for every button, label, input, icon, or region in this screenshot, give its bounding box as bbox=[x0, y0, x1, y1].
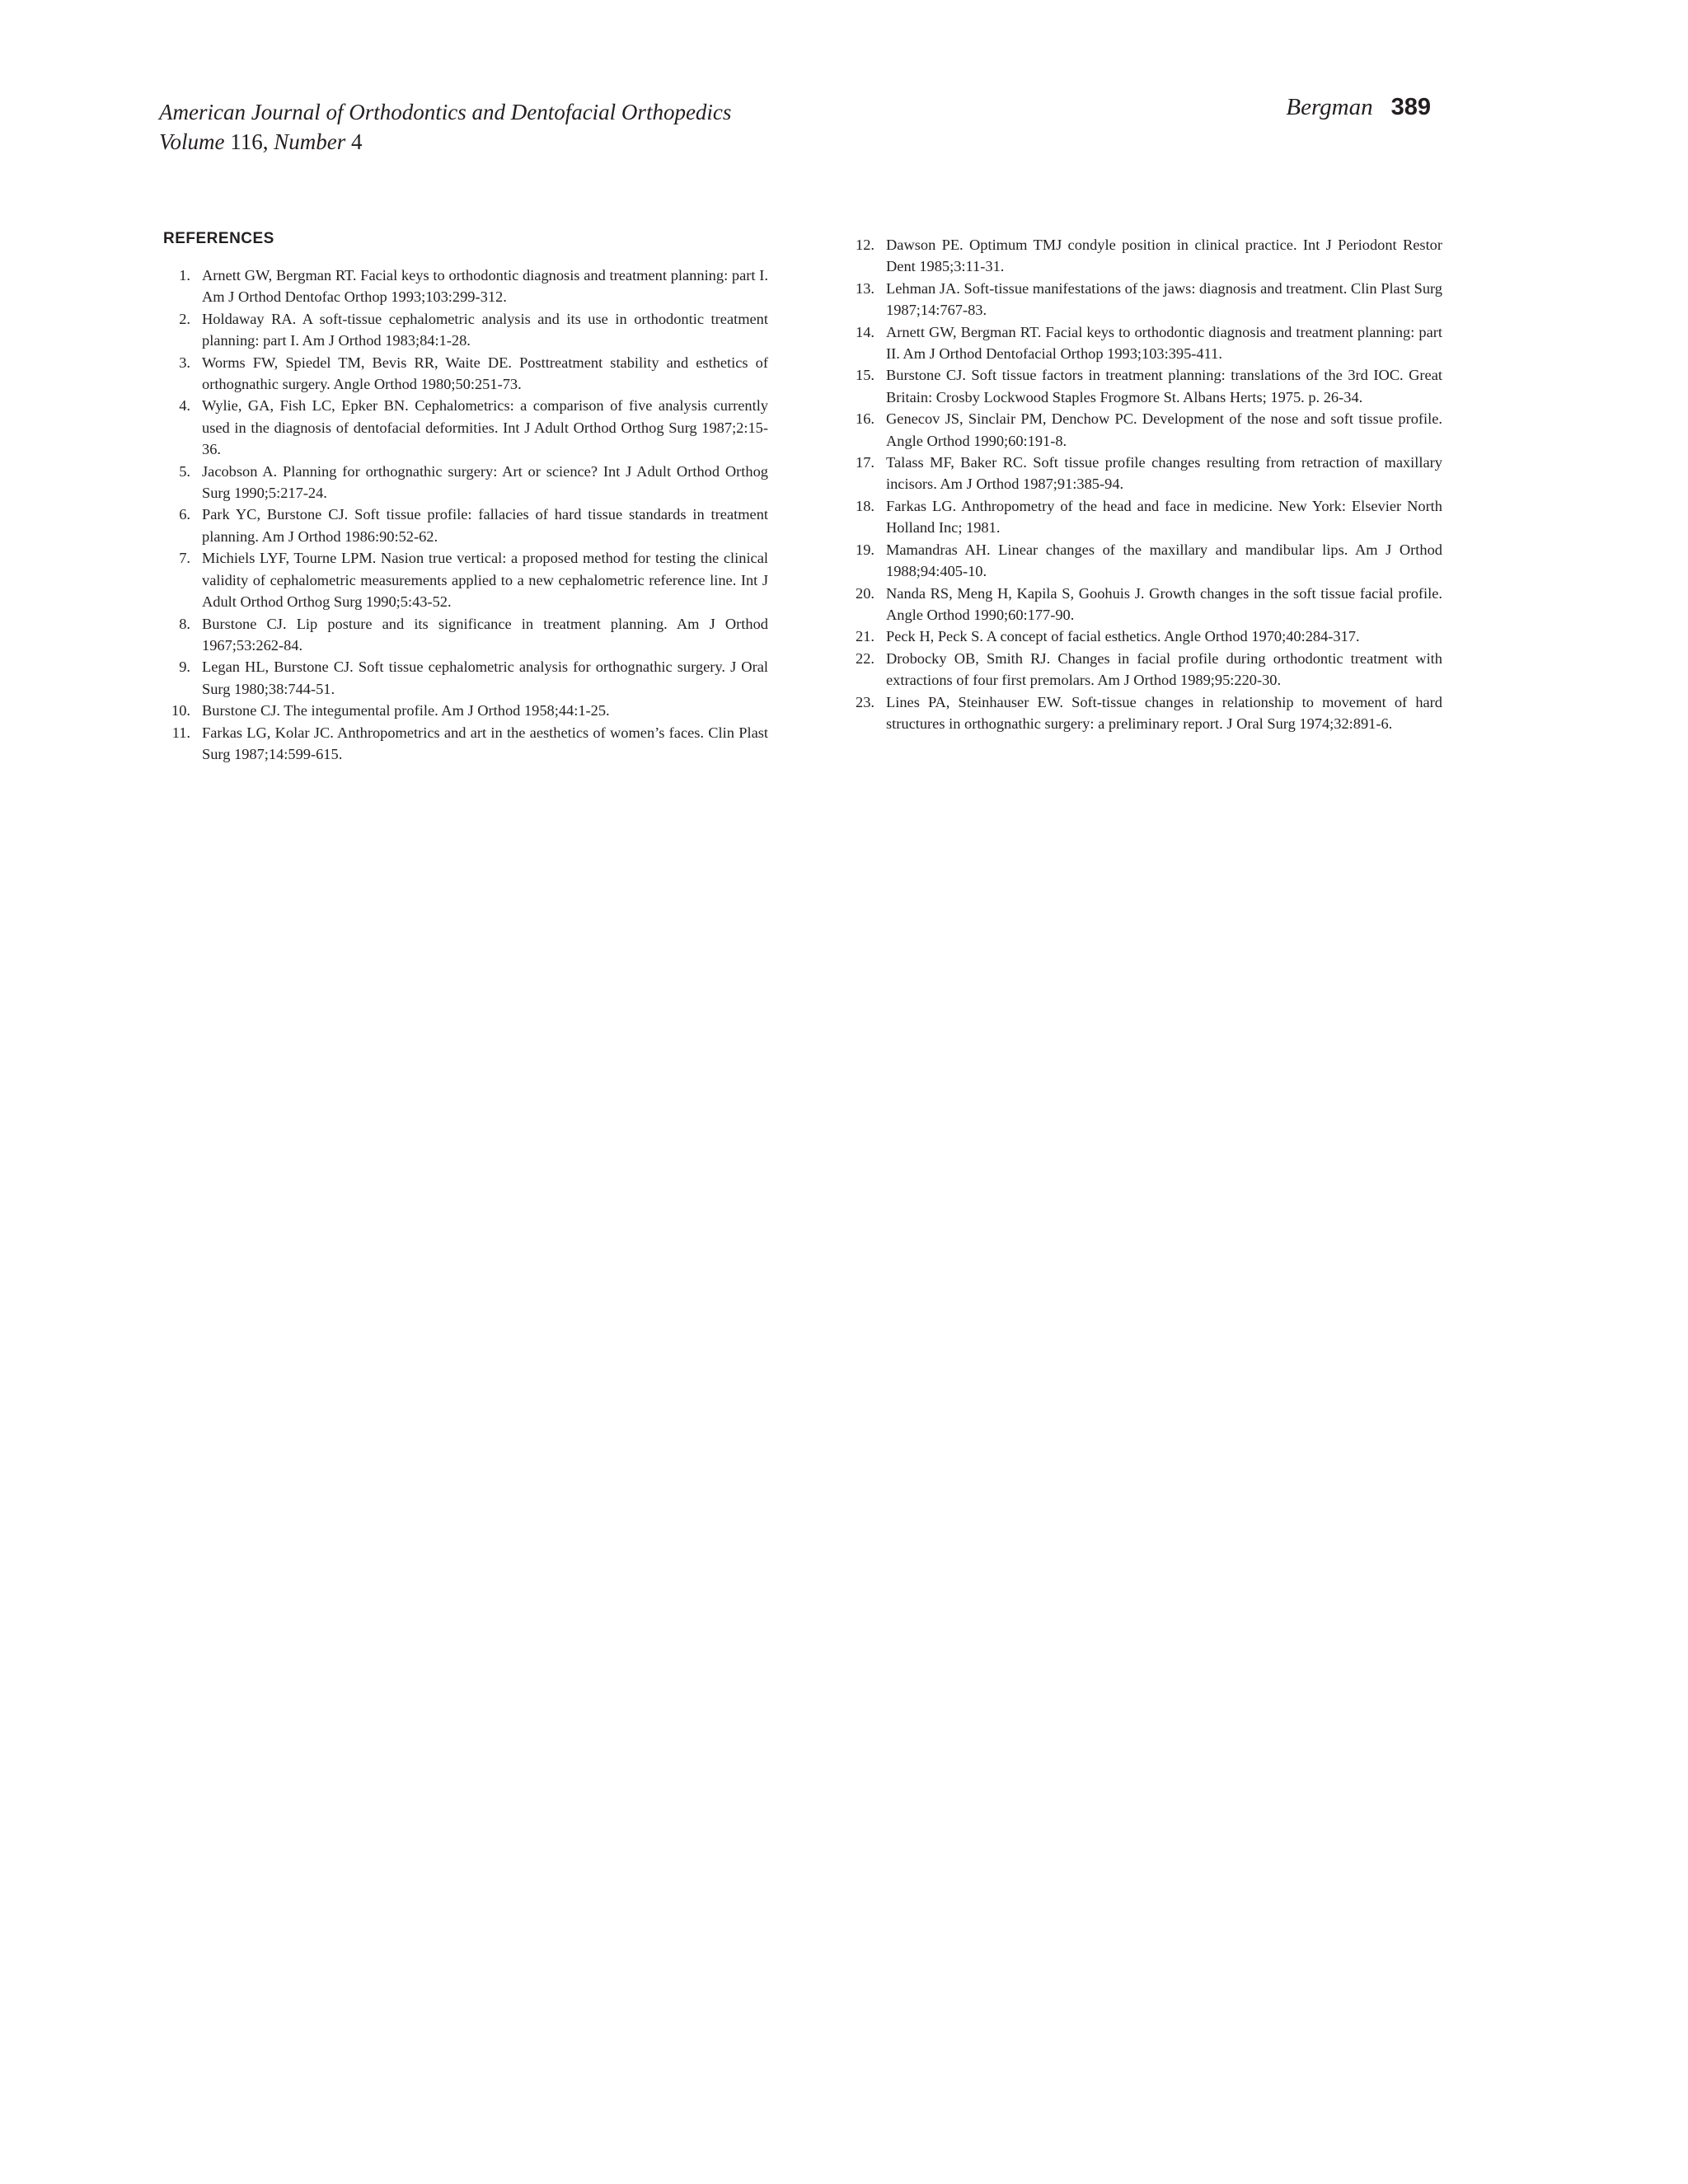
reference-text: Arnett GW, Bergman RT. Facial keys to orthodontic diagnosis and treatment planning: part I. Am J Orthod Dentofac Orthop 1993;103:299-312. bbox=[202, 267, 768, 306]
reference-number: 9. bbox=[179, 658, 190, 676]
reference-number: 12. bbox=[856, 237, 874, 253]
reference-number: 14. bbox=[856, 323, 874, 340]
reference-item bbox=[157, 265, 768, 308]
running-head-right bbox=[1286, 94, 1431, 121]
reference-item bbox=[841, 234, 1442, 278]
reference-item bbox=[841, 364, 1442, 408]
reference-item bbox=[157, 308, 768, 352]
reference-text: Drobocky OB, Smith RJ. Changes in facial profile during orthodontic treatment with extractions of four first premolars. Am J Orthod 1989;95:220-30. bbox=[886, 649, 1442, 689]
volume-number: 116, bbox=[230, 129, 269, 154]
reference-item bbox=[841, 691, 1442, 735]
reference-text: Farkas LG, Kolar JC. Anthropometrics and art in the aesthetics of women’s faces. Clin Plast Surg 1987;14:599-615. bbox=[202, 724, 768, 762]
reference-item bbox=[157, 395, 768, 460]
reference-text: Dawson PE. Optimum TMJ condyle position in clinical practice. Int J Periodont Restor Dent 1985;3:11-31. bbox=[886, 237, 1442, 275]
reference-text: Jacobson A. Planning for orthognathic surgery: Art or science? Int J Adult Orthod Orthog Surg 1990;5:217-24. bbox=[202, 462, 768, 502]
references-left-column bbox=[157, 265, 768, 765]
reference-text: Legan HL, Burstone CJ. Soft tissue cephalometric analysis for orthognathic surgery. J Oral Surg 1980;38:744-51. bbox=[202, 658, 768, 697]
reference-item bbox=[157, 656, 768, 700]
reference-item bbox=[841, 648, 1442, 691]
reference-number: 11. bbox=[171, 724, 190, 741]
reference-item bbox=[841, 583, 1442, 626]
reference-item bbox=[157, 722, 768, 766]
reference-item bbox=[157, 613, 768, 657]
reference-number: 13. bbox=[856, 279, 874, 297]
reference-number: 23. bbox=[856, 693, 874, 710]
reference-item bbox=[157, 461, 768, 504]
reference-text: Mamandras AH. Linear changes of the maxillary and mandibular lips. Am J Orthod 1988;94:405-10. bbox=[886, 541, 1442, 580]
running-head-author: Bergman bbox=[1286, 94, 1373, 120]
reference-item bbox=[841, 408, 1442, 452]
reference-item bbox=[157, 352, 768, 396]
volume-label: Volume bbox=[159, 129, 225, 154]
reference-item bbox=[841, 452, 1442, 495]
reference-number: 4. bbox=[179, 397, 190, 415]
reference-number: 15. bbox=[856, 367, 874, 384]
reference-item bbox=[841, 321, 1442, 365]
reference-text: Talass MF, Baker RC. Soft tissue profile changes resulting from retraction of maxillary incisors. Am J Orthod 1987;91:385-94. bbox=[886, 454, 1442, 493]
reference-text: Wylie, GA, Fish LC, Epker BN. Cephalometrics: a comparison of five analysis currently used in the diagnosis of dentofacial deformities. Int J Adult Orthod Orthog Surg 1987;2:15-36. bbox=[202, 397, 768, 458]
reference-item bbox=[841, 626, 1442, 647]
reference-number: 7. bbox=[179, 550, 190, 567]
reference-item bbox=[157, 504, 768, 547]
reference-text: Arnett GW, Bergman RT. Facial keys to orthodontic diagnosis and treatment planning: part II. Am J Orthod Dentofacial Orthop 1993;103:395-411. bbox=[886, 323, 1442, 363]
reference-number: 17. bbox=[856, 454, 874, 471]
running-head-volume bbox=[159, 127, 362, 157]
reference-item bbox=[157, 700, 768, 721]
reference-text: Peck H, Peck S. A concept of facial esthetics. Angle Orthod 1970;40:284-317. bbox=[886, 628, 1360, 645]
reference-text: Holdaway RA. A soft-tissue cephalometric analysis and its use in orthodontic treatment planning: part I. Am J Orthod 1983;84:1-28. bbox=[202, 310, 768, 349]
reference-text: Burstone CJ. The integumental profile. Am J Orthod 1958;44:1-25. bbox=[202, 702, 610, 719]
reference-number: 20. bbox=[856, 584, 874, 602]
reference-number: 5. bbox=[179, 462, 190, 480]
reference-text: Genecov JS, Sinclair PM, Denchow PC. Development of the nose and soft tissue profile. Angle Orthod 1990;60:191-8. bbox=[886, 410, 1442, 449]
reference-text: Farkas LG. Anthropometry of the head and face in medicine. New York: Elsevier North Holland Inc; 1981. bbox=[886, 497, 1442, 537]
reference-item bbox=[841, 539, 1442, 583]
reference-text: Lines PA, Steinhauser EW. Soft-tissue changes in relationship to movement of hard structures in orthognathic surgery: a preliminary report. J Oral Surg 1974;32:891-6. bbox=[886, 693, 1442, 732]
reference-number: 1. bbox=[179, 267, 190, 284]
reference-number: 8. bbox=[179, 615, 190, 632]
reference-text: Michiels LYF, Tourne LPM. Nasion true vertical: a proposed method for testing the clinical validity of cephalometric measurements applied to a new cephalometric reference line. Int J Adult Orthod Orthog Surg 1990;5:43-52. bbox=[202, 550, 768, 611]
reference-text: Burstone CJ. Lip posture and its significance in treatment planning. Am J Orthod 1967;53:262-84. bbox=[202, 615, 768, 654]
references-right-column bbox=[841, 234, 1442, 734]
reference-text: Park YC, Burstone CJ. Soft tissue profile: fallacies of hard tissue standards in treatment planning. Am J Orthod 1986:90:52-62. bbox=[202, 506, 768, 545]
reference-number: 19. bbox=[856, 541, 874, 558]
reference-number: 6. bbox=[179, 506, 190, 523]
reference-text: Burstone CJ. Soft tissue factors in treatment planning: translations of the 3rd IOC. Great Britain: Crosby Lockwood Staples Frogmore St. Albans Herts; 1975. p. 26-34. bbox=[886, 367, 1442, 405]
reference-text: Nanda RS, Meng H, Kapila S, Goohuis J. Growth changes in the soft tissue facial profile. Angle Orthod 1990;60:177-90. bbox=[886, 584, 1442, 623]
reference-number: 22. bbox=[856, 649, 874, 667]
page-number: 389 bbox=[1390, 94, 1431, 120]
reference-number: 2. bbox=[179, 310, 190, 327]
references-heading: REFERENCES bbox=[163, 230, 274, 247]
reference-number: 16. bbox=[856, 410, 874, 428]
number-value: 4 bbox=[350, 129, 363, 154]
reference-item bbox=[841, 278, 1442, 321]
reference-text: Worms FW, Spiedel TM, Bevis RR, Waite DE. Posttreatment stability and esthetics of orthognathic surgery. Angle Orthod 1980;50:251-73. bbox=[202, 354, 768, 393]
reference-number: 3. bbox=[179, 354, 190, 371]
reference-number: 10. bbox=[171, 702, 190, 719]
reference-item bbox=[157, 547, 768, 612]
reference-number: 21. bbox=[856, 628, 874, 645]
number-label: Number bbox=[274, 129, 346, 154]
reference-number: 18. bbox=[856, 497, 874, 514]
reference-item bbox=[841, 495, 1442, 539]
running-head-journal: American Journal of Orthodontics and Dentofacial Orthopedics bbox=[159, 100, 732, 124]
reference-text: Lehman JA. Soft-tissue manifestations of the jaws: diagnosis and treatment. Clin Plast Surg 1987;14:767-83. bbox=[886, 279, 1442, 319]
